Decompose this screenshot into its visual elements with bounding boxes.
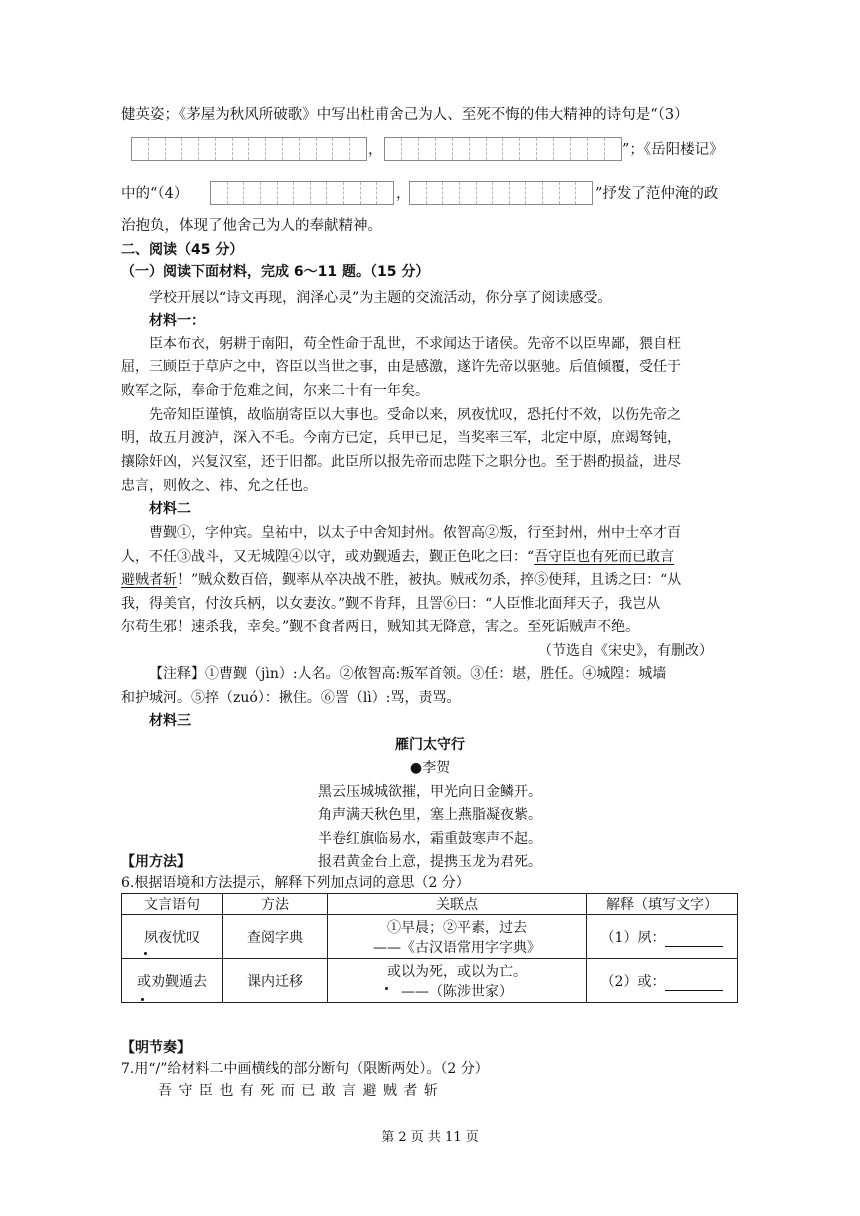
poem-line: 报君黄金台上意，提携玉龙为君死。 <box>318 854 542 870</box>
table-row <box>122 959 738 1003</box>
method-cell: 查阅字典 <box>223 915 328 959</box>
q5-line-1: 健英姿；《茅屋为秋风所破歌》中写出杜甫舍己为人、至死不悔的伟大精神的诗句是“（3） <box>121 107 689 123</box>
clue-cell <box>328 959 587 1003</box>
column-header: 方法 <box>223 894 328 915</box>
material-1-line: 屈，三顾臣于草庐之中，咨臣以当世之事，由是感激，遂许先帝以驱驰。后值倾覆，受任于 <box>121 359 681 375</box>
poem-line: 角声满天秋色里，塞上燕脂凝夜紫。 <box>318 807 542 823</box>
material-1-line: 败军之际，奉命于危难之间，尔来二十有一年矣。 <box>121 383 429 399</box>
clue-line: 或以为死，或以为亡。 <box>387 963 527 980</box>
q6-tag: 【用方法】 <box>121 854 191 870</box>
material-1-line: 攘除奸凶，兴复汉室，还于旧都。此臣所以报先帝而忠陛下之职分也。至于斟酌损益，进尽 <box>121 454 681 470</box>
poem-title: 雁门太守行 <box>395 737 465 753</box>
answer-cell[interactable] <box>587 959 738 1003</box>
poem-line: 半卷红旗临易水，霜重鼓寒声不起。 <box>318 831 542 847</box>
answer-grid-4a[interactable] <box>210 181 394 205</box>
q5-end-3: ”抒发了范仲淹的政 <box>595 186 719 202</box>
clue-source: ——（陈涉世家） <box>401 983 513 1000</box>
material-2-line <box>121 570 681 590</box>
q5-comma-2: ， <box>396 186 411 202</box>
poem-author: ●李贺 <box>409 760 451 776</box>
material-2-line <box>121 547 674 567</box>
answer-cell[interactable] <box>587 915 738 959</box>
q7-stem: 7.用“/”给材料二中画横线的部分断句（限断两处）。（2 分） <box>121 1061 489 1077</box>
annotation-line: 和护城河。⑤捽（zuó）：揪住。⑥詈（lì）:骂，责骂。 <box>121 690 461 706</box>
q5-line-4: 治抱负，体现了他舍己为人的奉献精神。 <box>121 218 382 234</box>
annotation-line: 【注释】①曹觐（jìn）:人名。②侬智高:叛军首领。③任：堪，胜任。④城隍：城墙 <box>149 666 667 682</box>
sentence-cell <box>122 915 223 959</box>
q5-comma-1: ， <box>368 142 383 158</box>
material-2-line: 尔苟生邪！速杀我，幸矣。”觐不食者两日，贼知其无降意，害之。至死诟贼声不绝。 <box>121 619 640 635</box>
answer-grid-4b[interactable] <box>409 181 593 205</box>
answer-label: （1）夙： <box>600 929 666 946</box>
material-1-line: 忠言，则攸之、祎、允之任也。 <box>121 478 317 494</box>
sentence-cell <box>122 959 223 1003</box>
material-2-text: 人，不任③战斗，又无城隍④以守，或劝觐遁去，觐正色叱之曰：“ <box>121 549 535 565</box>
clue-cell <box>328 915 587 959</box>
sentence-text: 或劝觐遁去 <box>137 973 207 990</box>
material-1-line: 明，故五月渡泸，深入不毛。今南方已定，兵甲已足，当奖率三军，北定中原，庶竭驽钝， <box>121 430 681 446</box>
table-header-row <box>122 894 738 915</box>
material-2-text: ！”贼众数百倍，觐率从卒决战不胜，被执。贼戒勿杀，捽⑤使拜，且诱之曰：“从 <box>177 572 682 588</box>
q6-method-table <box>121 893 738 1003</box>
material-3-label: 材料三 <box>149 713 191 729</box>
method-cell: 课内迁移 <box>223 959 328 1003</box>
page-footer: 第 2 页 共 11 页 <box>381 1130 479 1145</box>
q7-tag: 【明节奏】 <box>121 1040 191 1056</box>
section-heading: 二、阅读（45 分） <box>121 242 244 258</box>
underlined-sentence-part-1: 吾守臣也有死而已敢言 <box>534 549 675 565</box>
material-2-line: 我，得美官，付汝兵柄，以女妻汝。”觐不肯拜，且詈⑥曰：“人臣惟北面拜天子，我岂从 <box>121 596 661 612</box>
underlined-sentence-part-2: 避贼者斩 <box>121 572 177 588</box>
q7-sentence[interactable]: 吾 守 臣 也 有 死 而 已 敢 言 避 贼 者 斩 <box>158 1083 439 1099</box>
answer-label: （2）或： <box>600 973 666 990</box>
answer-grid-3b[interactable] <box>384 137 622 161</box>
material-1-line: 臣本布衣，躬耕于南阳，苟全性命于乱世，不求闻达于诸侯。先帝不以臣卑鄙，猥自枉 <box>149 336 681 352</box>
clue-line: ①早晨；②平素，过去 <box>387 919 527 936</box>
column-header: 关联点 <box>328 894 587 915</box>
intro-text: 学校开展以“诗文再现，润泽心灵”为主题的交流活动，你分享了阅读感受。 <box>149 290 612 306</box>
column-header: 文言语句 <box>122 894 223 915</box>
material-2-line: 曹觐①，字仲宾。皇祐中，以太子中舍知封州。侬智高②叛，行至封州，州中士卒才百 <box>149 525 681 541</box>
q5-mid-start: 中的“（4） <box>121 186 189 202</box>
q6-stem: 6.根据语境和方法提示，解释下列加点词的意思（2 分） <box>121 875 470 891</box>
material-1-label: 材料一： <box>149 313 205 329</box>
answer-blank[interactable] <box>665 932 723 947</box>
material-2-label: 材料二 <box>149 501 191 517</box>
material-2-source: （节选自《宋史》，有删改） <box>538 643 713 659</box>
column-header: 解释（填写文字） <box>587 894 738 915</box>
clue-source: ——《古汉语常用字字典》 <box>373 939 541 956</box>
q5-end-2: ”；《岳阳楼记》 <box>622 142 724 158</box>
poem-line: 黑云压城城欲摧，甲光向日金鳞开。 <box>318 784 542 800</box>
answer-grid-3a[interactable] <box>131 137 367 161</box>
part-heading: （一）阅读下面材料，完成 6～11 题。（15 分） <box>121 264 430 280</box>
material-1-line: 先帝知臣谨慎，故临崩寄臣以大事也。受命以来，夙夜忧叹，恐托付不效，以伤先帝之 <box>149 407 681 423</box>
answer-blank[interactable] <box>665 976 723 991</box>
sentence-text: 夙夜忧叹 <box>144 929 200 946</box>
table-row <box>122 915 738 959</box>
